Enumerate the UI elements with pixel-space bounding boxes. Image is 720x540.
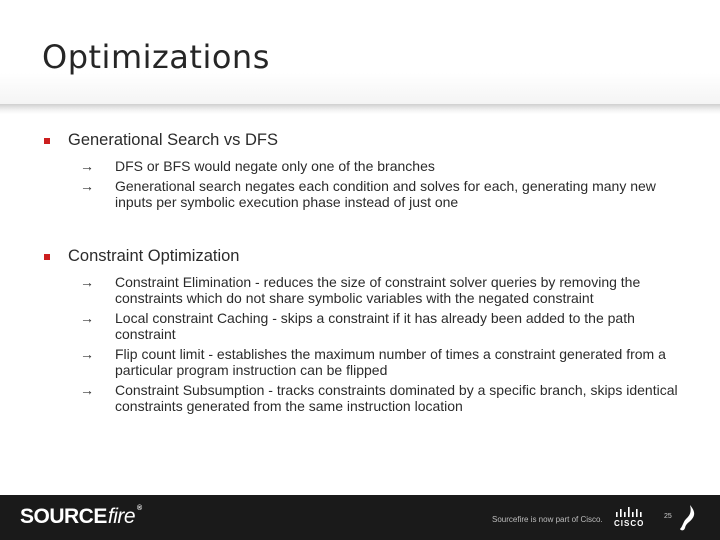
sub-bullet-text: Flip count limit - establishes the maximum number of times a constraint generated from a particular program instruction can be flipped [115,346,666,378]
bullet [44,130,684,150]
sub-bullet-list [44,274,684,414]
brand-italic: fire [107,505,136,528]
arrow-bullet-icon: → [80,158,94,174]
square-bullet-icon [44,138,50,144]
sub-bullet-text: DFS or BFS would negate only one of the branches [115,158,435,174]
arrow-bullet-icon: → [80,346,94,362]
sub-bullet-list [44,158,684,210]
sub-bullet [44,310,684,342]
footer-bar [0,495,720,540]
sub-bullet-text: Constraint Subsumption - tracks constraints dominated by a specific branch, skips identical constraints generated from the same instruction location [115,382,678,414]
brand-main: SOURCE [20,505,107,528]
sourcefire-flame-icon [678,504,698,532]
section-generational-search [44,130,684,210]
sub-bullet-text: Generational search negates each condition and solves for each, generating many new inputs per symbolic execution phase instead of just one [115,178,656,210]
bullet-heading: Constraint Optimization [68,247,240,265]
sub-bullet [44,158,684,174]
sourcefire-logo [20,505,142,529]
arrow-bullet-icon: → [80,274,94,290]
bullet-heading: Generational Search vs DFS [68,131,279,149]
page-number: 25 [664,513,672,520]
sub-bullet-text: Constraint Elimination - reduces the size of constraint solver queries by removing the constraints which do not share symbolic variables with the negated constraint [115,274,641,306]
section-constraint-optimization [44,246,684,414]
square-bullet-icon [44,254,50,260]
sub-bullet-text: Local constraint Caching - skips a constraint if it has already been added to the path constraint [115,310,635,342]
slide-title: Optimizations [42,38,270,76]
sub-bullet [44,178,684,210]
part-of-cisco-text: Sourcefire is now part of Cisco. [492,515,603,524]
arrow-bullet-icon: → [80,178,94,194]
sub-bullet [44,382,684,414]
title-divider [0,104,720,114]
cisco-wordmark: CISCO [614,519,645,528]
trademark: ® [137,505,142,512]
sub-bullet [44,274,684,306]
bullet [44,246,684,266]
arrow-bullet-icon: → [80,310,94,326]
slide-content [44,130,684,440]
sub-bullet [44,346,684,378]
arrow-bullet-icon: → [80,382,94,398]
